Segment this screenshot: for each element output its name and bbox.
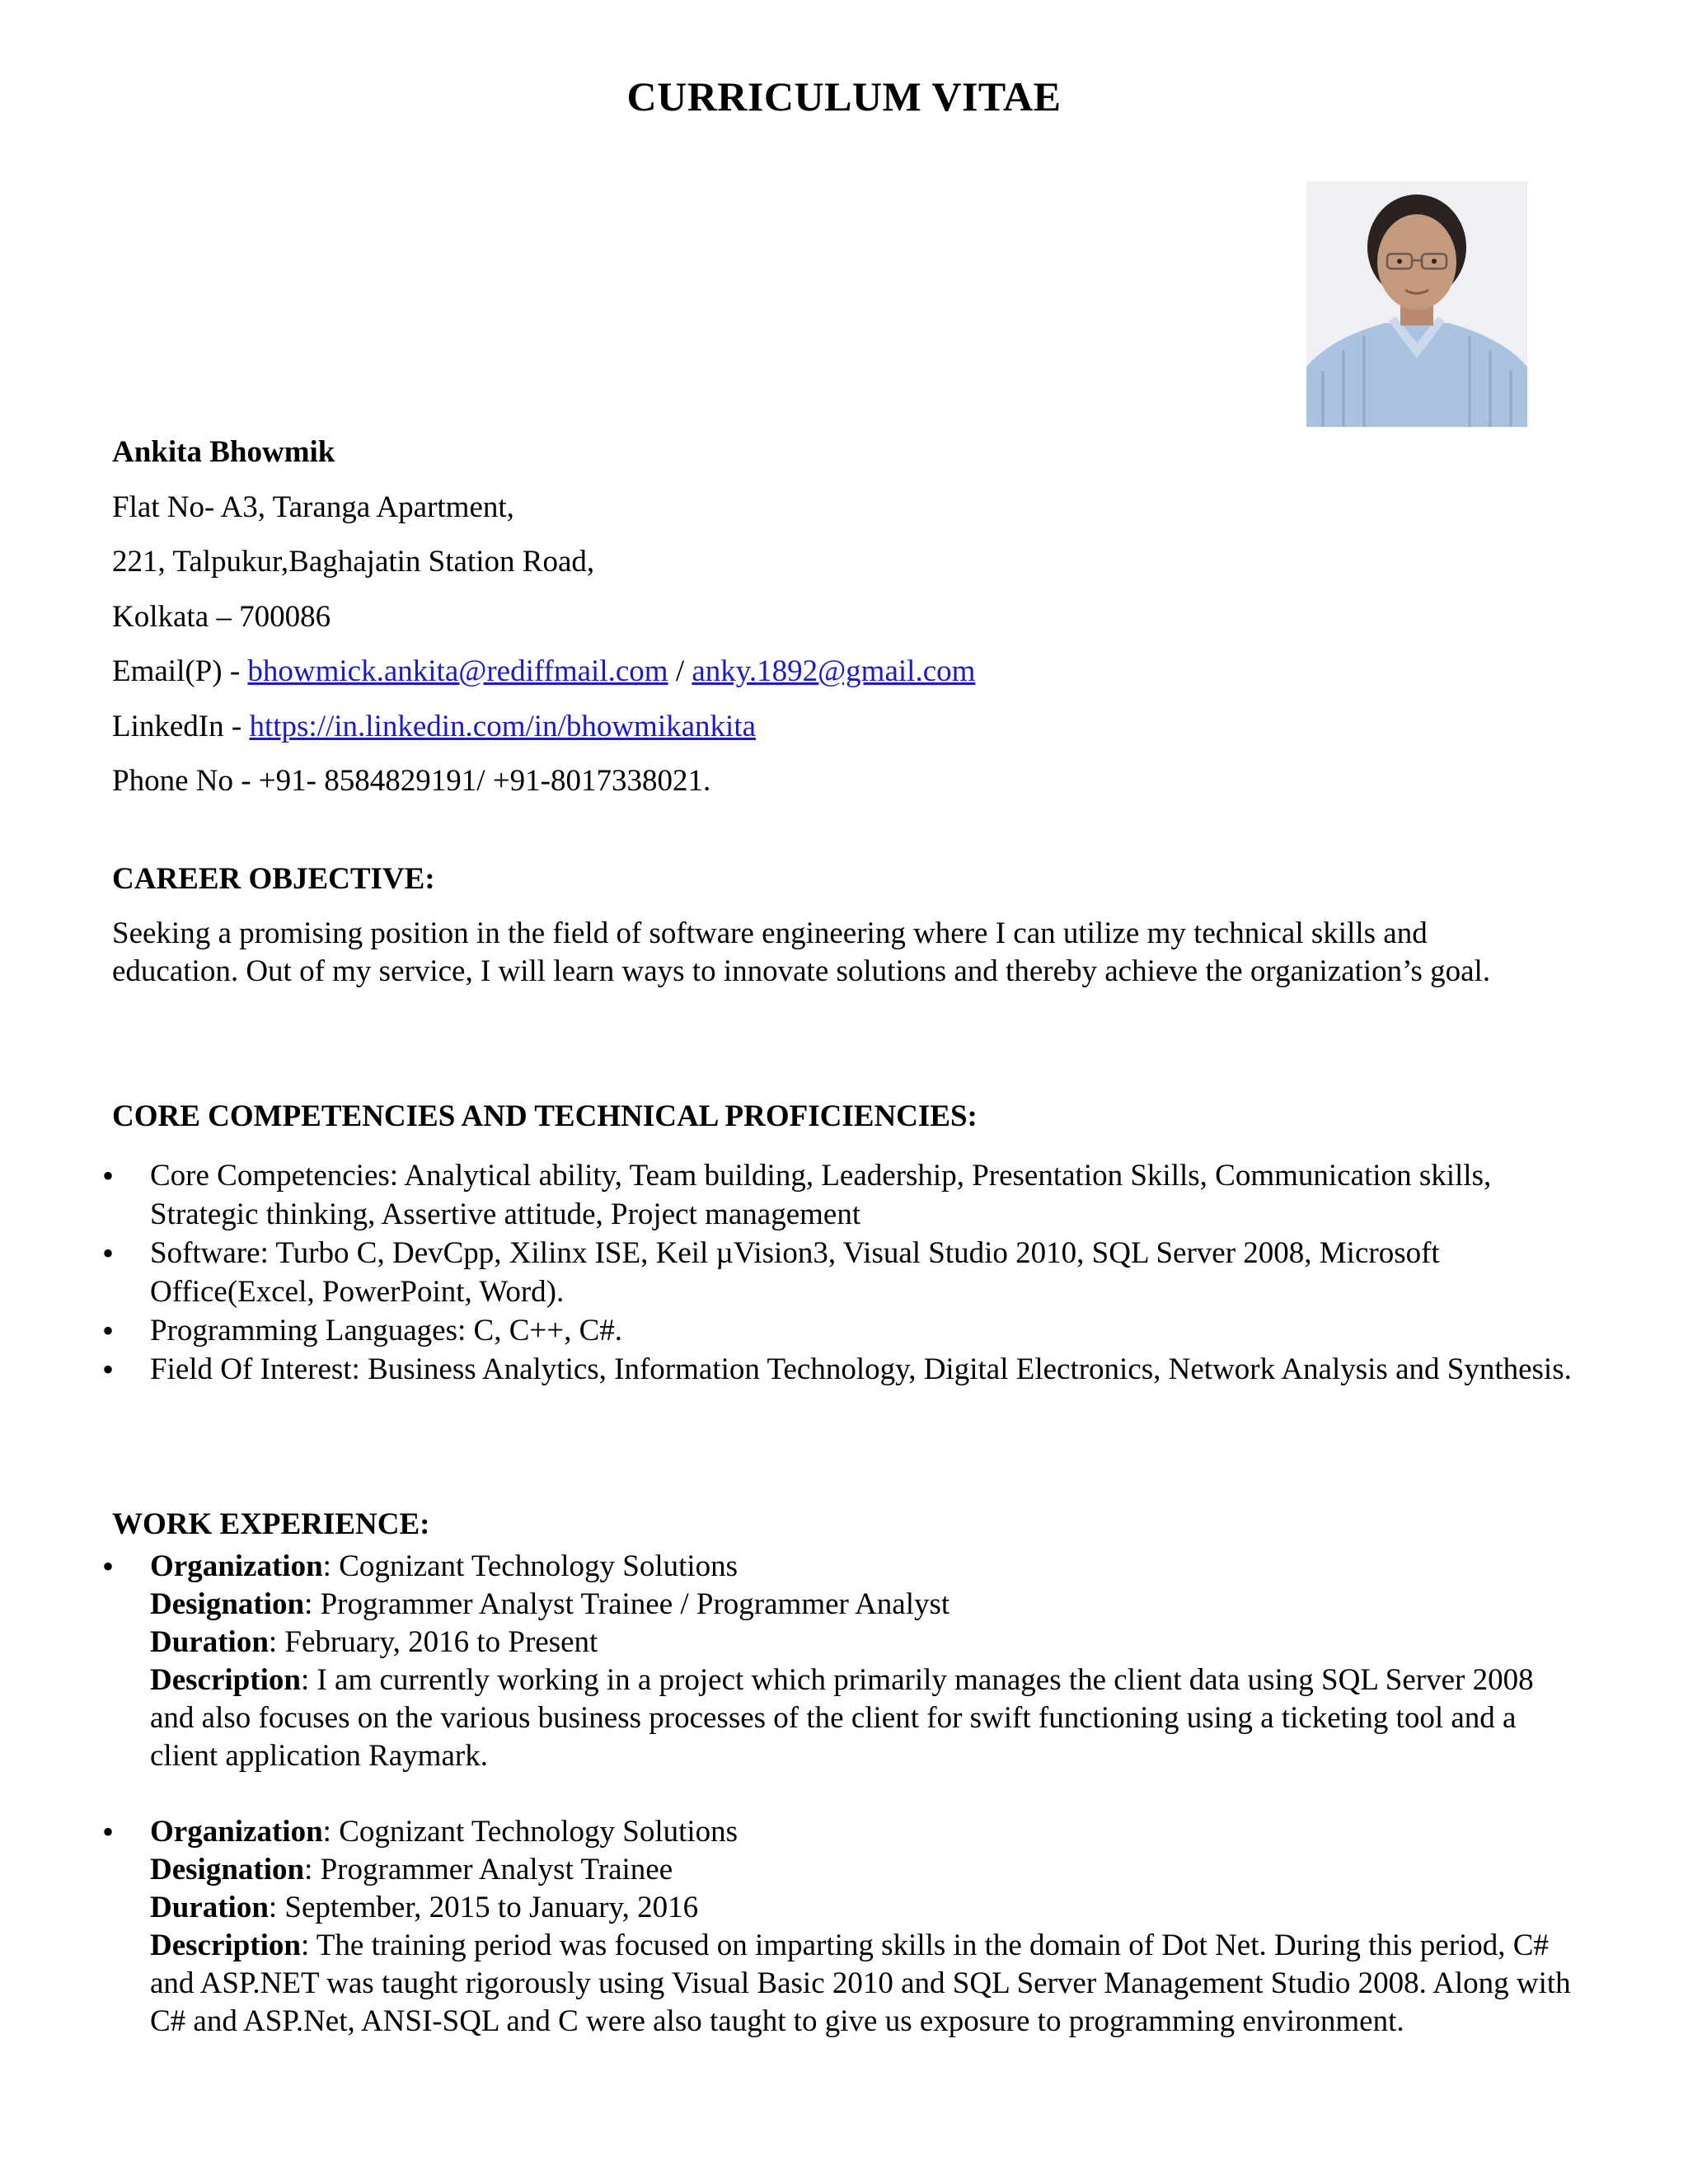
email-separator: / [668, 654, 692, 688]
job-description [150, 1661, 1575, 1775]
email-link-secondary[interactable]: anky.1892@gmail.com [692, 654, 976, 688]
job-organization [150, 1813, 1575, 1851]
job-entry [112, 1813, 1575, 2041]
linkedin-line [112, 700, 975, 755]
competencies-heading: CORE COMPETENCIES AND TECHNICAL PROFICIENCIES: [112, 1099, 978, 1133]
career-objective-text: Seeking a promising position in the field of software engineering where I can utilize my technical skills and education. Out of my service, I will learn ways to innovate solutions and thereby achieve the organization’s goal. [112, 916, 1491, 988]
description-label: Description [150, 1929, 301, 1962]
duration-value: : September, 2015 to January, 2016 [268, 1891, 699, 1924]
job-designation [150, 1586, 1575, 1624]
work-experience-heading: WORK EXPERIENCE: [112, 1507, 430, 1541]
profile-photo [1306, 181, 1527, 427]
job-organization [150, 1548, 1575, 1586]
description-label: Description [150, 1663, 301, 1697]
email-label: Email(P) - [112, 654, 248, 688]
linkedin-label: LinkedIn - [112, 709, 250, 743]
address-line-2: 221, Talpukur,Baghajatin Station Road, [112, 545, 595, 579]
career-objective-heading: CAREER OBJECTIVE: [112, 862, 435, 896]
duration-label: Duration [150, 1891, 269, 1924]
competencies-list [112, 1156, 1575, 1389]
organization-value: : Cognizant Technology Solutions [322, 1815, 738, 1849]
job-description [150, 1927, 1575, 2041]
email-link-primary[interactable]: bhowmick.ankita@rediffmail.com [247, 654, 668, 688]
designation-value: : Programmer Analyst Trainee / Programmer Analyst [304, 1587, 950, 1621]
email-line [112, 644, 975, 700]
job-duration [150, 1889, 1575, 1927]
candidate-name: Ankita Bhowmik [112, 435, 335, 469]
description-value: : I am currently working in a project which primarily manages the client data using SQL Server 2008 and also focuses on the various business processes of the client for swift functioning using a ticketing tool and a client application Raymark. [150, 1663, 1534, 1773]
address-line-3: Kolkata – 700086 [112, 599, 331, 634]
list-item: • Programming Languages: C, C++, C#. [112, 1311, 1575, 1350]
designation-label: Designation [150, 1587, 305, 1621]
job-designation [150, 1851, 1575, 1889]
contact-block [112, 425, 975, 809]
list-item: • Core Competencies: Analytical ability, Team building, Leadership, Presentation Skills, Communication skills, Strategic thinking, Assertive attitude, Project management [112, 1156, 1575, 1234]
list-item: • Software: Turbo C, DevCpp, Xilinx ISE, Keil µVision3, Visual Studio 2010, SQL Server 2008, Microsoft Office(Excel, PowerPoint, Word). [112, 1234, 1575, 1311]
work-experience-list [112, 1548, 1575, 2041]
organization-label: Organization [150, 1549, 323, 1583]
linkedin-link[interactable]: https://in.linkedin.com/in/bhowmikankita [249, 709, 757, 743]
document-title: CURRICULUM VITAE [626, 73, 1062, 120]
list-item: • Field Of Interest: Business Analytics, Information Technology, Digital Electronics, Network Analysis and Synthesis. [112, 1350, 1575, 1389]
address-line-1: Flat No- A3, Taranga Apartment, [112, 490, 514, 524]
job-duration [150, 1624, 1575, 1661]
designation-label: Designation [150, 1853, 305, 1886]
organization-value: : Cognizant Technology Solutions [322, 1549, 738, 1583]
organization-label: Organization [150, 1815, 323, 1849]
duration-label: Duration [150, 1625, 269, 1659]
phone-line: Phone No - +91- 8584829191/ +91-8017338021. [112, 764, 711, 798]
duration-value: : February, 2016 to Present [268, 1625, 598, 1659]
profile-photo-image [1306, 181, 1527, 427]
job-entry [112, 1548, 1575, 1775]
designation-value: : Programmer Analyst Trainee [304, 1853, 673, 1886]
description-value: : The training period was focused on imparting skills in the domain of Dot Net. During this period, C# and ASP.NET was taught rigorously using Visual Basic 2010 and SQL Server Management Studio 2008. Along with C# and ASP.Net, ANSI-SQL and C were also taught to give us exposure to programming environment. [150, 1929, 1571, 2038]
